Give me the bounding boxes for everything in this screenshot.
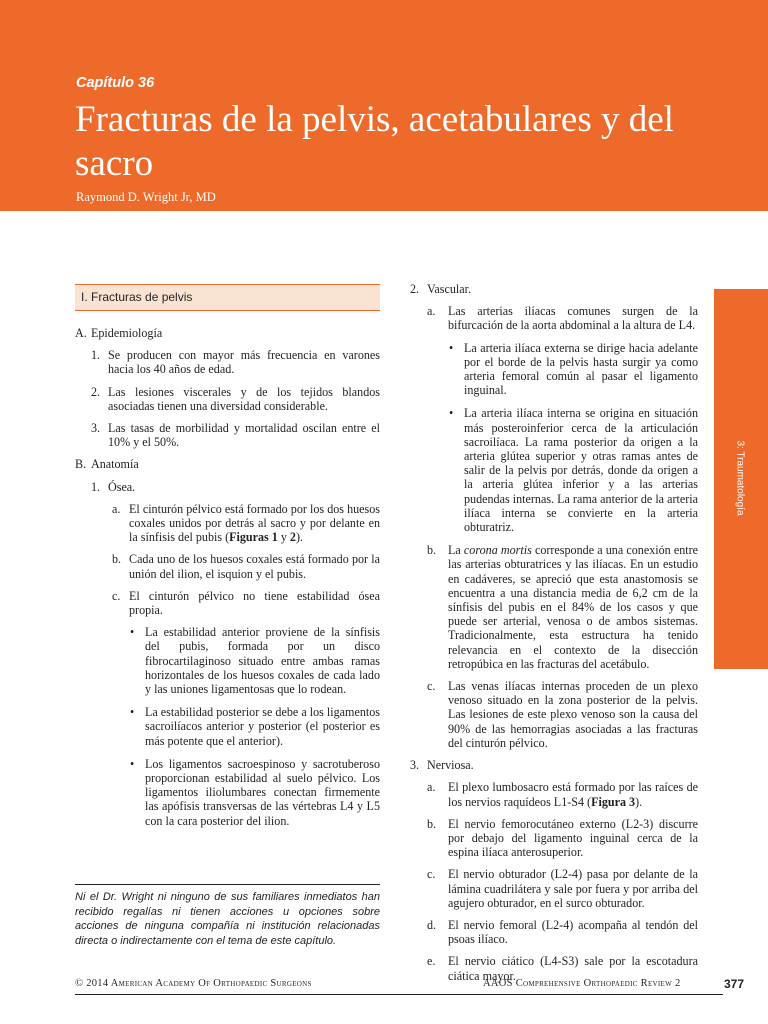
disclosure-footnote: Ni el Dr. Wright ni ninguno de sus familiares inmediatos han recibido regalías ni tienen acciones u opciones sobre acciones de ninguna compañía ni institución relacionadas directa o indirectamente con el tema de este capítulo. (75, 884, 380, 948)
item-marker: d. (427, 917, 437, 932)
bullet-icon: • (130, 705, 135, 720)
item-text: Ósea. (108, 479, 136, 494)
bullet-icon: • (130, 625, 135, 640)
figure-reference: Figuras 1 (229, 530, 278, 545)
item-text: ). (635, 794, 643, 809)
item-text: Vascular. (427, 282, 471, 296)
bullet-icon: • (449, 406, 454, 421)
item-text: El cinturón pélvico está formado por los dos huesos coxales unidos por detrás al sacro y por delante en la sínfisis del pubis ( (129, 501, 380, 545)
bullet-icon: • (130, 756, 135, 771)
item-marker: b. (427, 543, 437, 558)
item-marker: b. (112, 552, 122, 567)
outline-item-b1 (75, 480, 380, 494)
item-text: El nervio ciático (L4-S3) sale por la escotadura ciática mayor. (448, 954, 698, 983)
item-text: Anatomía (91, 457, 139, 472)
item-marker: 2. (91, 384, 101, 399)
page-number: 377 (724, 977, 745, 991)
figure-reference: 2 (289, 530, 296, 545)
item-text: El nervio femorocutáneo externo (L2-3) discurre por debajo del ligamento inguinal cerca de la espina ilíaca anterosuperior. (448, 816, 698, 860)
item-marker: B. (75, 457, 87, 472)
bullet-item (75, 625, 380, 696)
section-heading: I. Fracturas de pelvis (81, 290, 193, 304)
item-marker: 3. (410, 758, 420, 773)
item-text: El nervio obturador (L2-4) pasa por delante de la lámina cuadrilátera y sale por fuera y por arriba del agujero obturador, en el surco obturador. (448, 867, 698, 910)
item-text: La estabilidad posterior se debe a los ligamentos sacroilíacos anterior y posterior (el posterior es más potente que el anterior). (145, 705, 380, 748)
chapter-header (0, 0, 768, 211)
outline-item-b2 (410, 282, 698, 296)
outline-item-b3 (410, 758, 698, 772)
item-text: Los ligamentos sacroespinoso y sacrotuberoso proporcionan estabilidad al suelo pélvico. Los ligamentos iliolumbares conectan firmemente las apófisis transversas de las vértebras L4 y L5 con la cara posterior del ilion. (145, 756, 380, 828)
item-marker: e. (427, 954, 436, 969)
item-text: Cada uno de los huesos coxales está formado por la unión del ilion, el isquion y el pubis. (129, 552, 380, 581)
bullet-item (410, 406, 698, 534)
item-text: Nerviosa. (427, 758, 474, 773)
outline-item-a (75, 326, 380, 340)
item-marker: A. (75, 326, 87, 340)
bullet-item (75, 757, 380, 828)
outline-item-b2b (410, 543, 698, 671)
footer-divider (75, 994, 723, 995)
chapter-author: Raymond D. Wright Jr, MD (76, 190, 216, 204)
item-marker: c. (112, 588, 121, 603)
item-marker: a. (427, 780, 436, 795)
outline-item-b3c (410, 867, 698, 910)
item-text: Se producen con mayor más frecuencia en varones hacia los 40 años de edad. (108, 348, 380, 377)
item-text: La (448, 543, 464, 558)
outline-item-b1a (75, 502, 380, 545)
outline-item-a2 (75, 385, 380, 413)
bullet-item (410, 341, 698, 398)
right-column (410, 282, 698, 983)
item-text: ). (295, 530, 304, 545)
item-marker: c. (427, 679, 436, 694)
outline-item-b1c (75, 589, 380, 617)
item-marker: c. (427, 867, 436, 882)
figure-reference: Figura 3 (591, 794, 636, 809)
item-text: y (277, 530, 290, 545)
book-title-footer: AAOS Comprehensive Orthopaedic Review 2 (483, 978, 681, 989)
item-marker: 1. (91, 348, 101, 363)
item-text: El plexo lumbosacro está formado por las raíces de los nervios raquídeos L1-S4 ( (448, 780, 698, 809)
bullet-item (75, 705, 380, 748)
item-marker: a. (112, 501, 121, 516)
italic-term: corona mortis (463, 543, 532, 558)
chapter-label: Capítulo 36 (76, 75, 155, 91)
item-marker: a. (427, 304, 436, 319)
item-text: La arteria ilíaca externa se dirige hacia adelante por el borde de la pelvis hasta surgir ya como arteria femoral común al pasar el ligamento inguinal. (464, 340, 698, 398)
outline-item-b2a (410, 304, 698, 332)
outline-item-a3 (75, 421, 380, 449)
item-marker: 3. (91, 421, 101, 436)
outline-item-b3a (410, 780, 698, 808)
item-text: La arteria ilíaca interna se origina en situación más posteroinferior cerca de la articulación sacroilíaca. La rama posterior da origen a la arteria glútea superior y otras ramas antes de salir de la pelvis por detrás, donde da origen a la arteria glútea inferior y a las arterias pudendas internas. La rama anterior de la arteria ilíaca interna se convierte en la arteria obturatriz. (464, 406, 698, 535)
chapter-title: Fracturas de la pelvis, acetabulares y del sacro (75, 99, 674, 184)
item-text: Epidemiología (91, 326, 163, 340)
outline-item-b3b (410, 817, 698, 860)
outline-item-b1b (75, 552, 380, 580)
outline-item-b (75, 457, 380, 471)
item-text: El nervio femoral (L2-4) acompaña al tendón del psoas ilíaco. (448, 917, 698, 947)
outline-item-b2c (410, 679, 698, 750)
item-marker: 1. (91, 479, 101, 494)
bullet-icon: • (449, 340, 454, 355)
outline-item-a1 (75, 348, 380, 376)
item-text: Las arterias ilíacas comunes surgen de la bifurcación de la aorta abdominal a la altura de L4. (448, 304, 698, 333)
item-text: Las lesiones viscerales y de los tejidos blandos asociadas tienen una diversidad considerable. (108, 384, 380, 413)
item-text: Las venas ilíacas internas proceden de un plexo venoso situado en la zona posterior de la pelvis. Las lesiones de este plexo venoso son la causa del 90% de las hemorragias asociadas a las fracturas del cinturón pélvico. (448, 679, 698, 750)
item-marker: b. (427, 816, 437, 831)
outline-item-b3d (410, 918, 698, 946)
copyright-footer: © 2014 American Academy Of Orthopaedic Surgeons (75, 978, 312, 989)
item-marker: 2. (410, 282, 420, 296)
side-tab-label: 3: Traumatología (734, 440, 746, 516)
item-text: El cinturón pélvico no tiene estabilidad ósea propia. (129, 588, 380, 618)
section-heading-box (75, 284, 380, 311)
left-column (75, 284, 380, 828)
item-text: La estabilidad anterior proviene de la sínfisis del pubis, formada por un disco fibrocartilaginoso situado entre ambas ramas horizontales de los huesos coxales de cada lado y las uniones ligamentosas que lo rodean. (145, 625, 380, 697)
item-text: Las tasas de morbilidad y mortalidad oscilan entre el 10% y el 50%. (108, 421, 380, 450)
item-text: corresponde a una conexión entre las arterias obturatrices y las ilíacas. En un estudio en cadáveres, se apreció que esta anastomosis se encuentra a una distancia media de 6,2 cm de la sínfisis del pubis en el 84% de los casos y que puede ser arterial, venosa o de ambos sistemas. Tradicionalmente, esta estructura ha tenido relevancia en el contexto de la disección retropúbica en las fracturas del acetábulo. (448, 543, 699, 671)
